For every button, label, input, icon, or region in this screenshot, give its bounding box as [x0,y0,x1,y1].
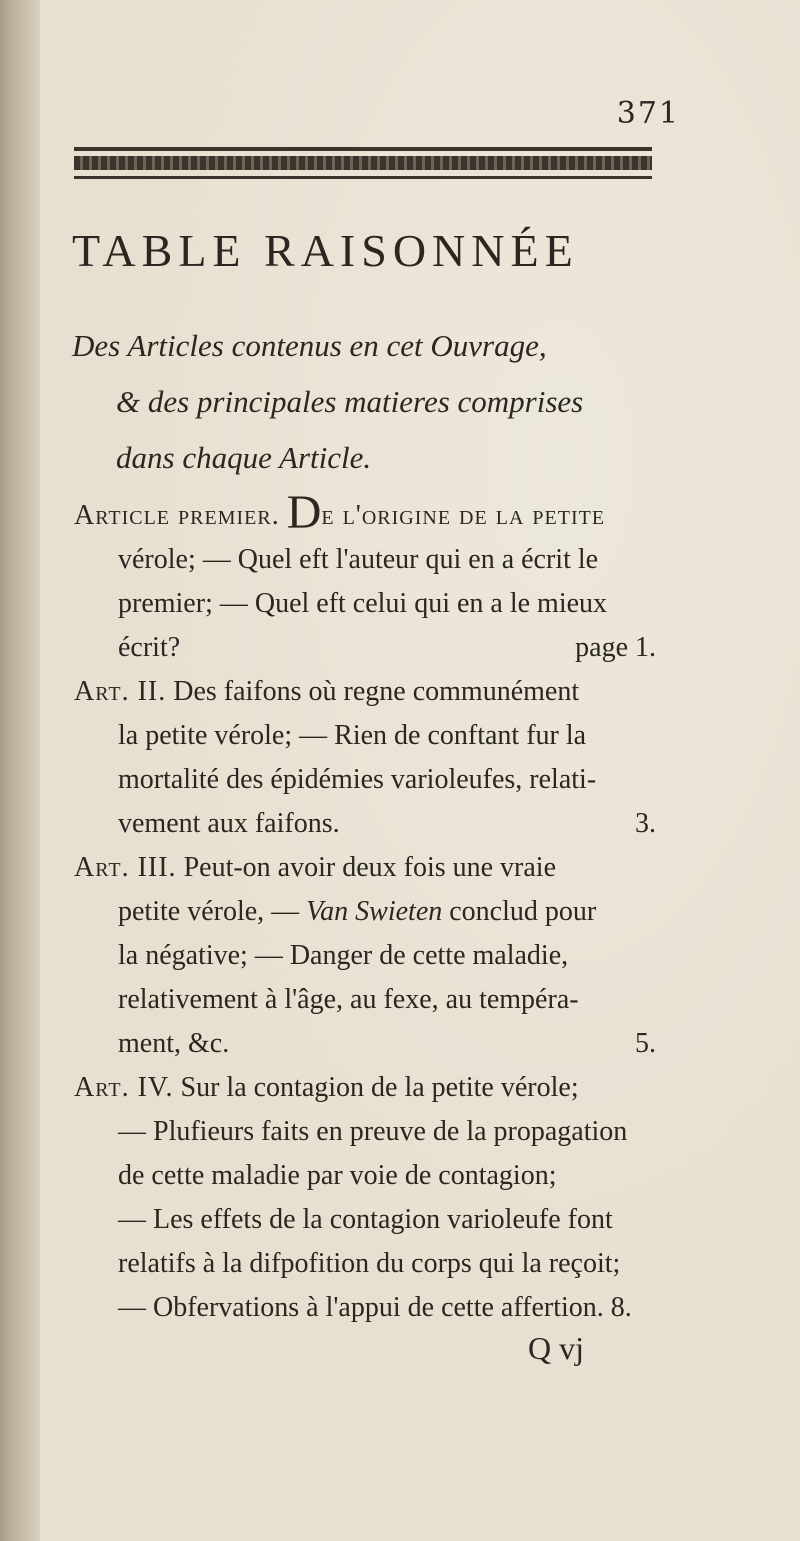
entry-line [74,1066,684,1110]
entry-line [74,934,684,978]
entry-text: la petite vérole; — Rien de conftant fur la [118,720,587,751]
subtitle-line-1: Des Articles contenus en cet Ouvrage, [72,328,547,363]
entry-line [74,1198,684,1242]
drop-cap: D [286,486,322,539]
entry-line [74,758,684,802]
entry-line [74,1242,684,1286]
entry-line [74,486,684,539]
entry-text: — Obfervations à l'appui de cette affertion. [118,1292,604,1323]
entry-text: de cette maladie par voie de contagion; [118,1160,557,1191]
entry-text: la négative; — Danger de cette maladie, [118,940,569,971]
entry-line [74,538,684,582]
entry-line [74,1154,684,1198]
entry-line [74,890,684,934]
page-gutter [0,0,40,1541]
entry-text: petite vérole, — Van Swieten conclud pour [118,896,597,927]
entry-text: Des faifons où regne communément [173,676,580,707]
entry-line [74,802,684,846]
entry-text: écrit? [118,632,181,663]
entry-text: e l'origine de la petite [321,500,606,531]
subtitle [72,318,672,486]
page-reference: 3. [635,808,656,839]
subtitle-line-2: & des principales matieres comprises [116,384,584,419]
article-label: Article premier. [74,500,280,531]
subtitle-line-3: dans chaque Article. [116,440,372,475]
entry-text: vérole; — Quel eft l'auteur qui en a écrit le [118,544,599,575]
entry-line [74,582,684,626]
entry-text: relativement à l'âge, au fexe, au tempéra- [118,984,579,1015]
entry-text: premier; — Quel eft celui qui en a le mieux [118,588,608,619]
entry-line [74,846,684,890]
entry-text: relatifs à la difpofition du corps qui la reçoit; [118,1248,621,1279]
entry-line [74,1286,684,1330]
article-label: Art. IV. [74,1072,174,1103]
entry-text: Peut-on avoir deux fois une vraie [183,852,557,883]
entry-text: — Les effets de la contagion varioleufe font [118,1204,613,1235]
entry-line [74,670,684,714]
entry-line [74,978,684,1022]
article-label: Art. II. [74,676,167,707]
entry-line [74,1022,684,1066]
header-rule-top [74,147,652,151]
entry-line [74,626,684,670]
entry-line [74,714,684,758]
article-label: Art. III. [74,852,177,883]
page-reference: 5. [635,1028,656,1059]
table-entries [74,486,684,1330]
entry-text: mortalité des épidémies varioleufes, relati- [118,764,597,795]
header-ornament-band [74,156,652,170]
signature-mark: Q vj [528,1330,584,1366]
page-reference: 8. [610,1292,632,1323]
entry-line [74,1110,684,1154]
entry-text: ment, &c. [118,1028,230,1059]
page-reference: page 1. [575,632,656,663]
entry-text: Sur la contagion de la petite vérole; [180,1072,579,1103]
header-rule-bottom [74,176,652,179]
page-title: TABLE RAISONNÉE [72,225,579,276]
entry-text: — Plufieurs faits en preuve de la propagation [118,1116,628,1147]
entry-text: vement aux faifons. [118,808,340,839]
page-number: 371 [616,96,680,131]
